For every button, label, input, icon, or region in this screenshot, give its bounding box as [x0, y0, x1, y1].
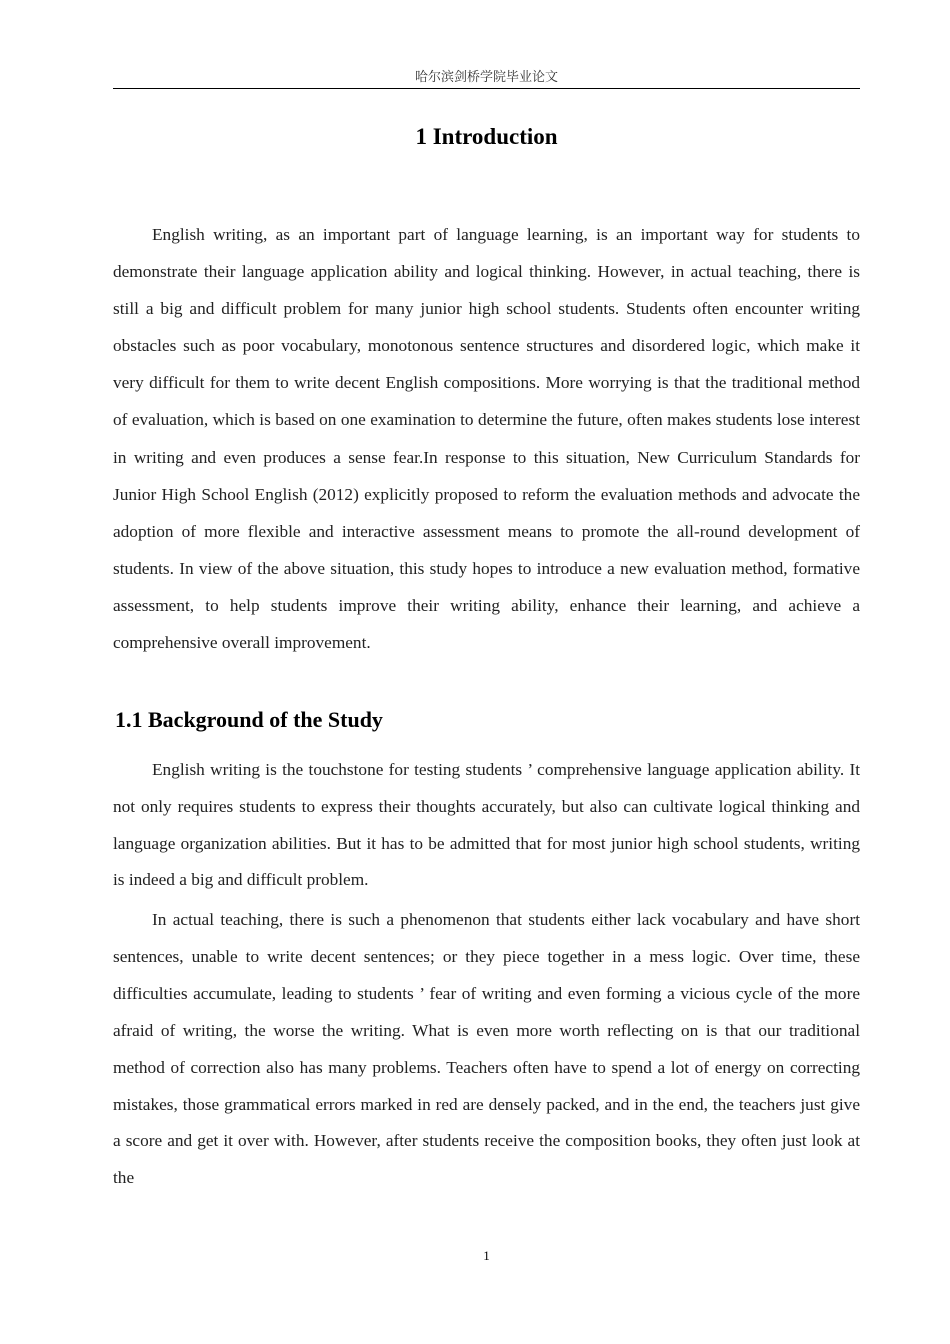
page-number: 1: [483, 1248, 490, 1263]
running-header: 哈尔滨剑桥学院毕业论文: [414, 70, 558, 85]
intro-paragraph: English writing, as an important part of language learning, is an important way for students to demonstrate their language application ability and logical thinking. However, in actual teaching, there is still a big and difficult problem for many junior high school students. Students often encounter writing obstacles such as poor vocabulary, monotonous sentence structures and disordered logic, which make it very difficult for them to write decent English compositions. More worrying is that the traditional method of evaluation, which is based on one examination to determine the future, often makes students lose interest in writing and even produces a sense fear.In response to this situation, New Curriculum Standards for Junior High School English (2012) explicitly proposed to reform the evaluation methods and advocate the adoption of more flexible and interactive assessment means to promote the all-round development of students. In view of the above situation, this study hopes to introduce a new evaluation method, formative assessment, to help students improve their writing ability, enhance their learning, and achieve a comprehensive overall improvement.: [113, 225, 860, 653]
chapter-title: 1 Introduction: [415, 124, 558, 149]
header-divider: [113, 88, 860, 89]
background-paragraph-1: English writing is the touchstone for testing students ’ comprehensive language application ability. It not only requires students to express their thoughts accurately, but also can cultivate logical thinking and language organization abilities. But it has to be admitted that for most junior high school students, writing is indeed a big and difficult problem.: [113, 760, 860, 890]
background-paragraph-2: In actual teaching, there is such a phenomenon that students either lack vocabulary and have short sentences, unable to write decent sentences; or they piece together in a mess logic. Over time, these difficulties accumulate, leading to students ’ fear of writing and even forming a vicious cycle of the more afraid of writing, the worse the writing. What is even more worth reflecting on is that our traditional method of correction also has many problems. Teachers often have to spend a lot of energy on correcting mistakes, those grammatical errors marked in red are densely packed, and in the end, the teachers just give a score and get it over with. However, after students receive the composition books, they often just look at the: [113, 910, 860, 1188]
section-heading: 1.1 Background of the Study: [115, 707, 383, 732]
